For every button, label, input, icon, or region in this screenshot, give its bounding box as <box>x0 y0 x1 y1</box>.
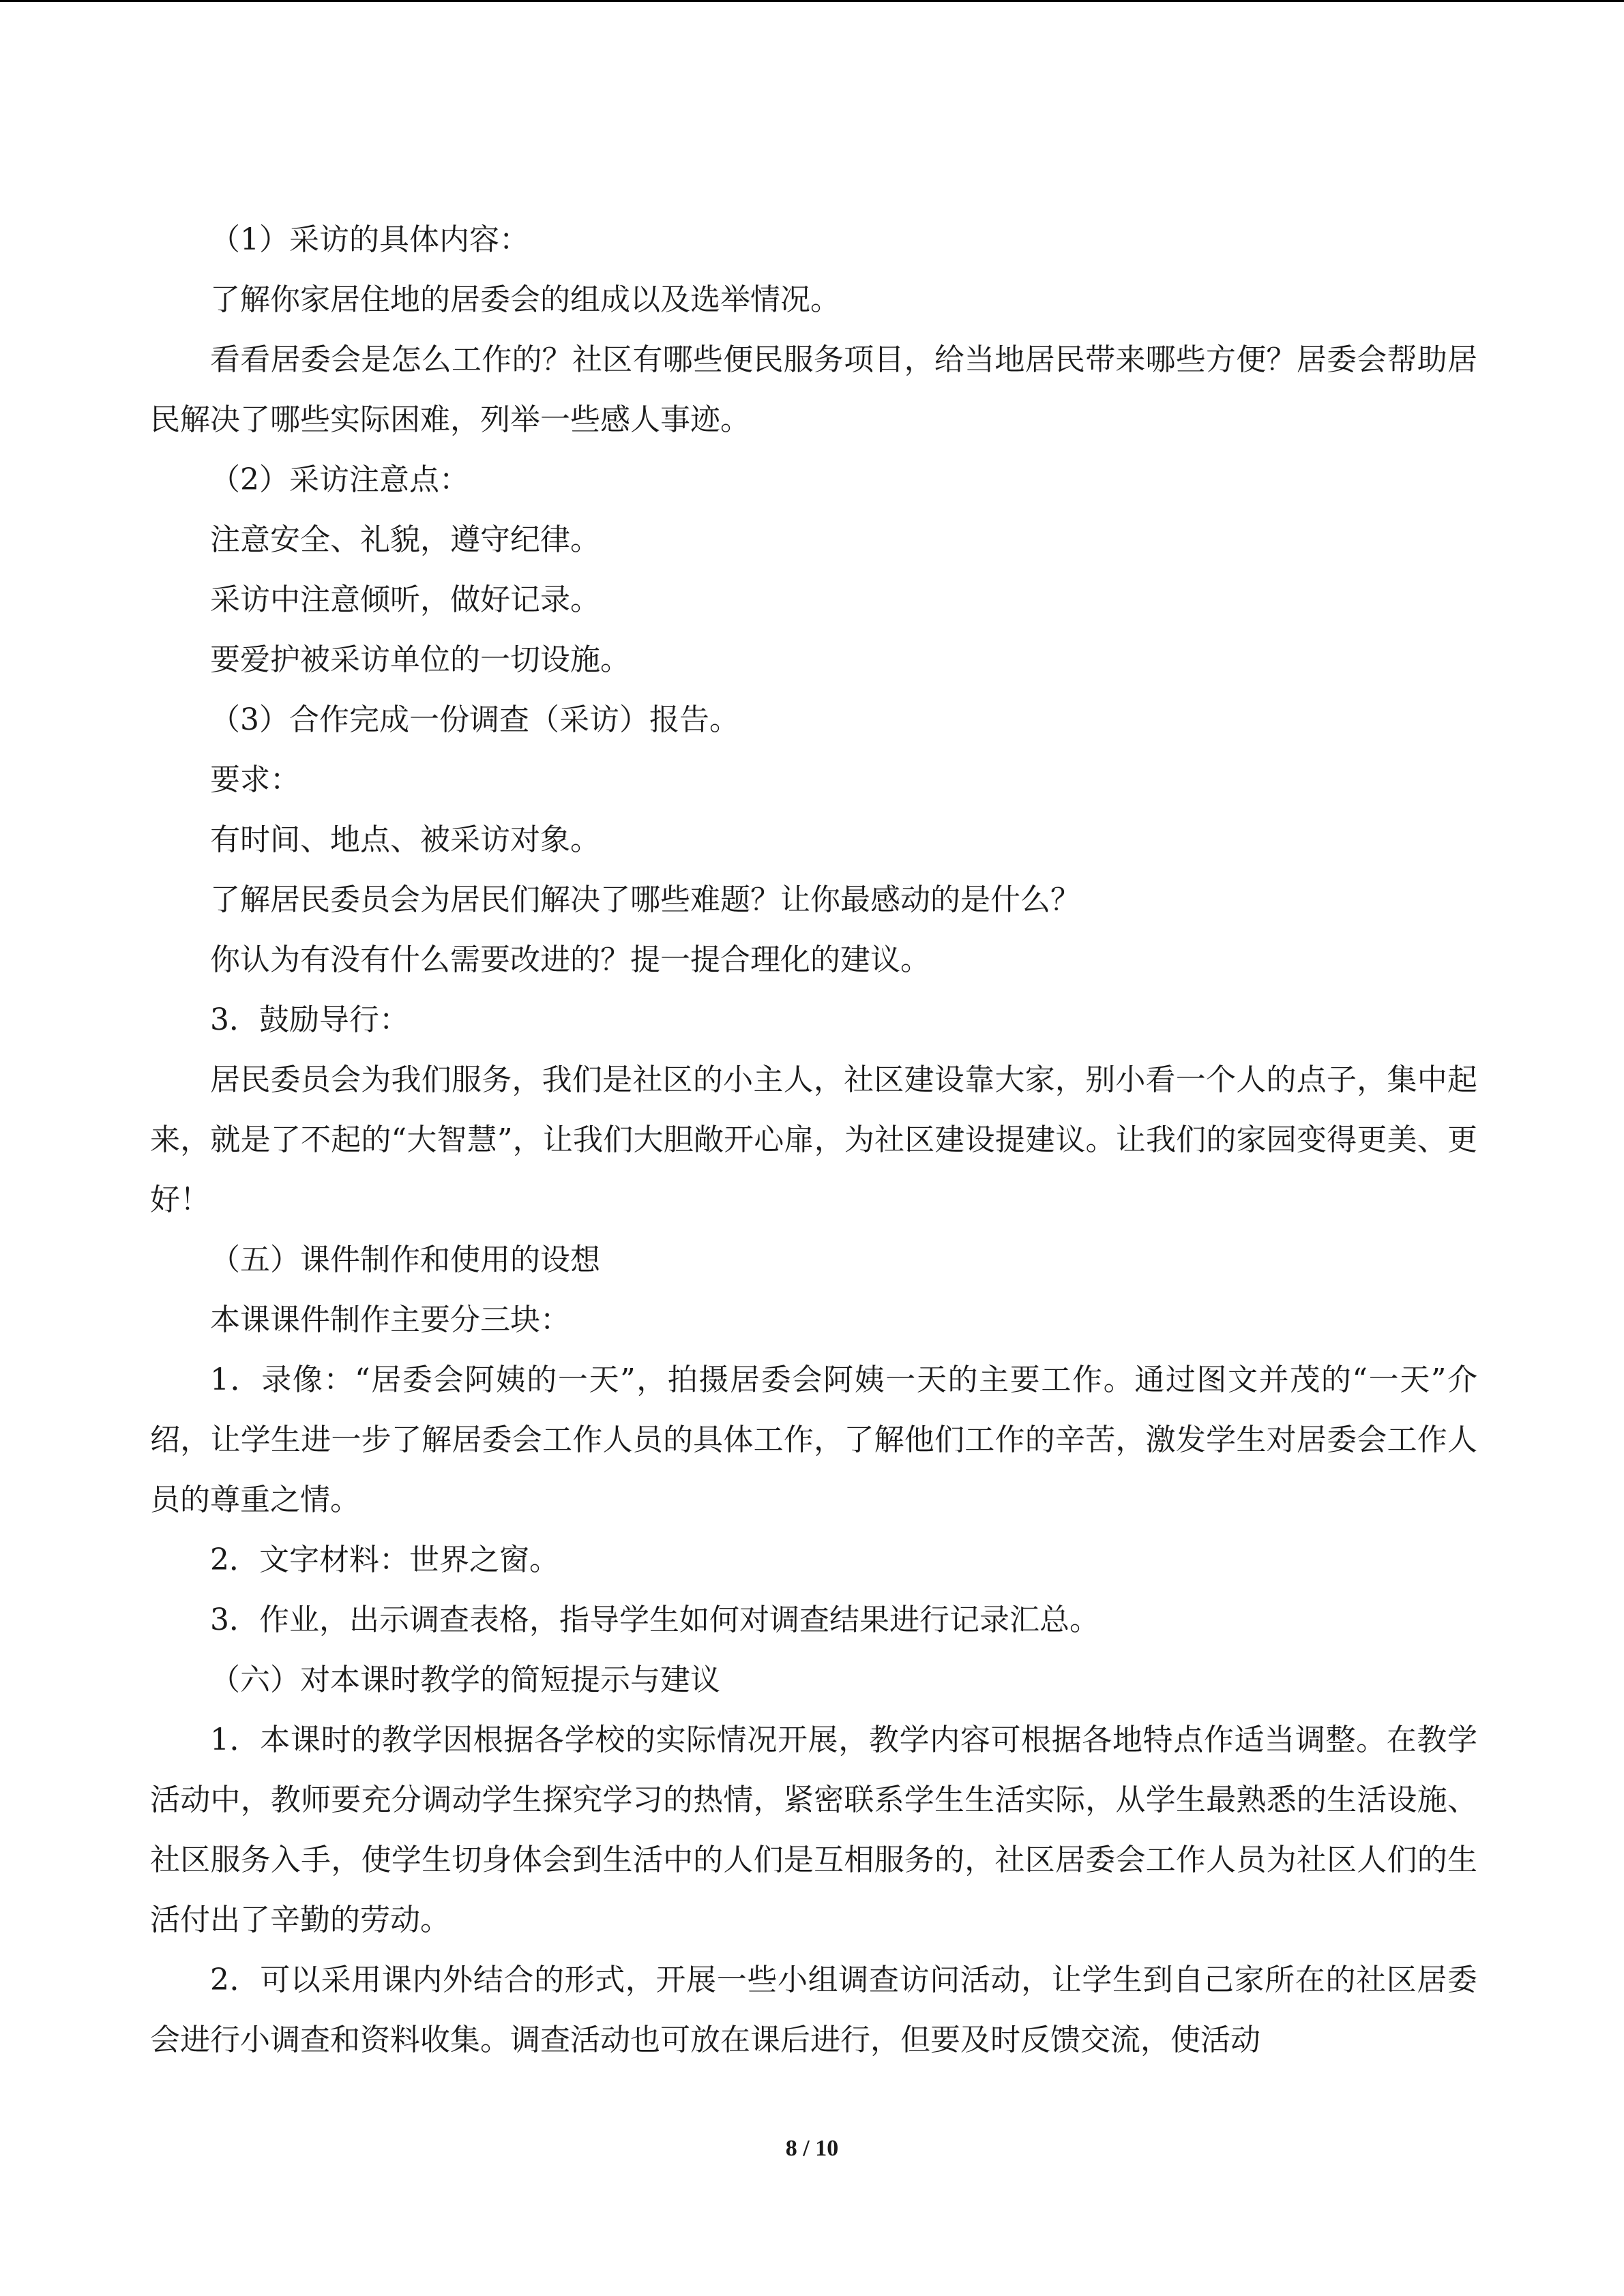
paragraph-requirements: 要求： <box>210 762 300 797</box>
paragraph-text-material: 2．文字材料：世界之窗。 <box>210 1542 559 1577</box>
paragraph-courseware-heading: （五）课件制作和使用的设想 <box>210 1242 600 1277</box>
paragraph-interview-notes-heading: （2）采访注意点： <box>210 462 469 497</box>
paragraph-problems-solved: 了解居民委员会为居民们解决了哪些难题？让你最感动的是什么？ <box>210 882 1080 917</box>
paragraph-tip-1: 1．本课时的教学因根据各学校的实际情况开展，教学内容可根据各地特点作适当调整。在教学活动中，教师要充分调动学生探究学习的热情，紧密联系学生生活实际，从学生最熟悉的生活设施、社区服务入手，使学生切身体会到生活中的人们是互相服务的，社区居委会工作人员为社区人们的生活付出了辛勤的劳动。 <box>150 1723 1477 1937</box>
paragraph-committee-composition: 了解你家居住地的居委会的组成以及选举情况。 <box>210 282 840 317</box>
paragraph-video: 1．录像：“居委会阿姨的一天”，拍摄居委会阿姨一天的主要工作。通过图文并茂的“一天”介绍，让学生进一步了解居委会工作人员的具体工作，了解他们工作的辛苦，激发学生对居委会工作人员的尊重之情。 <box>150 1362 1477 1517</box>
document-body <box>150 210 1477 2070</box>
paragraph-teaching-tips-heading: （六）对本课时教学的简短提示与建议 <box>210 1663 720 1697</box>
paragraph-encouragement-heading: 3．鼓励导行： <box>210 1002 409 1037</box>
paragraph-time-place: 有时间、地点、被采访对象。 <box>210 822 600 857</box>
top-border-line <box>0 0 1624 2</box>
paragraph-homework: 3．作业，出示调查表格，指导学生如何对调查结果进行记录汇总。 <box>210 1602 1099 1637</box>
paragraph-interview-content-heading: （1）采访的具体内容： <box>210 222 529 257</box>
paragraph-tip-2: 2．可以采用课内外结合的形式，开展一些小组调查访问活动，让学生到自己家所在的社区居委会进行小调查和资料收集。调查活动也可放在课后进行，但要及时反馈交流，使活动 <box>150 1963 1477 2057</box>
paragraph-listening: 采访中注意倾听，做好记录。 <box>210 582 600 617</box>
paragraph-courseware-parts: 本课课件制作主要分三块： <box>210 1302 570 1337</box>
paragraph-safety: 注意安全、礼貌，遵守纪律。 <box>210 522 600 557</box>
paragraph-encouragement: 居民委员会为我们服务，我们是社区的小主人，社区建设靠大家，别小看一个人的点子，集中起来，就是了不起的“大智慧”，让我们大胆敞开心扉，为社区建设提建议。让我们的家园变得更美、更好！ <box>150 1062 1477 1217</box>
paragraph-suggestions: 你认为有没有什么需要改进的？提一提合理化的建议。 <box>210 942 930 977</box>
paragraph-committee-work: 看看居委会是怎么工作的？社区有哪些便民服务项目，给当地居民带来哪些方便？居委会帮助居民解决了哪些实际困难，列举一些感人事迹。 <box>150 342 1477 437</box>
page-number: 8 / 10 <box>785 2136 839 2161</box>
paragraph-facilities: 要爱护被采访单位的一切设施。 <box>210 642 630 677</box>
paragraph-report-heading: （3）合作完成一份调查（采访）报告。 <box>210 702 739 737</box>
